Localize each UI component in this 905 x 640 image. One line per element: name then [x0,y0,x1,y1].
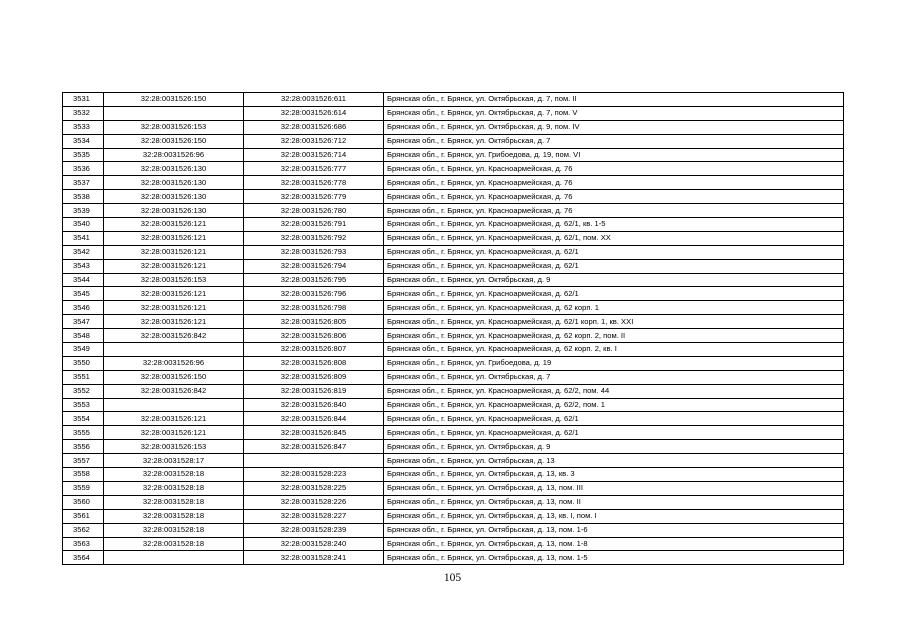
building-number-cell: 32:28:0031528:240 [244,537,384,551]
table-row [63,93,844,107]
building-number-cell: 32:28:0031526:805 [244,315,384,329]
cadastral-table [62,92,844,565]
land-parcel-number-cell: 32:28:0031526:121 [104,287,244,301]
land-parcel-number-cell: 32:28:0031526:153 [104,440,244,454]
table-row [63,106,844,120]
land-parcel-number-cell: 32:28:0031526:121 [104,301,244,315]
row-number-cell: 3564 [63,551,104,565]
table-row [63,231,844,245]
row-number-cell: 3551 [63,370,104,384]
building-number-cell: 32:28:0031526:798 [244,301,384,315]
land-parcel-number-cell: 32:28:0031526:121 [104,259,244,273]
row-number-cell: 3562 [63,523,104,537]
table-row [63,481,844,495]
row-number-cell: 3563 [63,537,104,551]
address-cell: Брянская обл., г. Брянск, ул. Красноармейская, д. 62/2, пом. 1 [384,398,844,412]
table-row [63,120,844,134]
land-parcel-number-cell [104,398,244,412]
table-row [63,343,844,357]
address-cell: Брянская обл., г. Брянск, ул. Октябрьская, д. 9, пом. IV [384,120,844,134]
address-cell: Брянская обл., г. Брянск, ул. Красноармейская, д. 76 [384,190,844,204]
address-cell: Брянская обл., г. Брянск, ул. Красноармейская, д. 62 корп. 1 [384,301,844,315]
land-parcel-number-cell: 32:28:0031528:18 [104,523,244,537]
land-parcel-number-cell: 32:28:0031528:18 [104,537,244,551]
address-cell: Брянская обл., г. Брянск, ул. Октябрьская, д. 7 [384,370,844,384]
land-parcel-number-cell [104,551,244,565]
land-parcel-number-cell: 32:28:0031526:130 [104,204,244,218]
land-parcel-number-cell: 32:28:0031528:18 [104,495,244,509]
table-row [63,287,844,301]
row-number-cell: 3559 [63,481,104,495]
building-number-cell: 32:28:0031526:712 [244,134,384,148]
building-number-cell: 32:28:0031528:226 [244,495,384,509]
row-number-cell: 3548 [63,329,104,343]
address-cell: Брянская обл., г. Брянск, ул. Красноармейская, д. 76 [384,162,844,176]
building-number-cell: 32:28:0031526:809 [244,370,384,384]
row-number-cell: 3547 [63,315,104,329]
table-body [63,93,844,565]
row-number-cell: 3555 [63,426,104,440]
address-cell: Брянская обл., г. Брянск, ул. Октябрьская, д. 13, кв. I, пом. I [384,509,844,523]
land-parcel-number-cell: 32:28:0031528:18 [104,468,244,482]
land-parcel-number-cell: 32:28:0031526:121 [104,231,244,245]
building-number-cell: 32:28:0031526:795 [244,273,384,287]
table-row [63,148,844,162]
land-parcel-number-cell: 32:28:0031526:121 [104,218,244,232]
land-parcel-number-cell: 32:28:0031526:96 [104,356,244,370]
land-parcel-number-cell: 32:28:0031526:842 [104,329,244,343]
land-parcel-number-cell: 32:28:0031526:121 [104,426,244,440]
address-cell: Брянская обл., г. Брянск, ул. Красноармейская, д. 62/1 [384,245,844,259]
building-number-cell: 32:28:0031528:227 [244,509,384,523]
building-number-cell: 32:28:0031528:239 [244,523,384,537]
table-row [63,329,844,343]
row-number-cell: 3557 [63,454,104,468]
row-number-cell: 3534 [63,134,104,148]
land-parcel-number-cell: 32:28:0031526:842 [104,384,244,398]
table-row [63,384,844,398]
address-cell: Брянская обл., г. Брянск, ул. Октябрьская, д. 13, пом. II [384,495,844,509]
building-number-cell: 32:28:0031526:780 [244,204,384,218]
address-cell: Брянская обл., г. Брянск, ул. Красноармейская, д. 76 [384,176,844,190]
building-number-cell: 32:28:0031526:777 [244,162,384,176]
building-number-cell: 32:28:0031526:791 [244,218,384,232]
row-number-cell: 3539 [63,204,104,218]
address-cell: Брянская обл., г. Брянск, ул. Красноармейская, д. 62/1 [384,412,844,426]
address-cell: Брянская обл., г. Брянск, ул. Красноармейская, д. 62/1 [384,287,844,301]
land-parcel-number-cell: 32:28:0031526:121 [104,412,244,426]
row-number-cell: 3532 [63,106,104,120]
row-number-cell: 3538 [63,190,104,204]
table-row [63,509,844,523]
land-parcel-number-cell: 32:28:0031526:130 [104,190,244,204]
address-cell: Брянская обл., г. Брянск, ул. Октябрьская, д. 13, пом. III [384,481,844,495]
address-cell: Брянская обл., г. Брянск, ул. Октябрьская, д. 7, пом. V [384,106,844,120]
table-row [63,204,844,218]
building-number-cell: 32:28:0031526:845 [244,426,384,440]
table-row [63,356,844,370]
row-number-cell: 3536 [63,162,104,176]
building-number-cell: 32:28:0031526:779 [244,190,384,204]
table-row [63,245,844,259]
land-parcel-number-cell: 32:28:0031526:150 [104,93,244,107]
land-parcel-number-cell: 32:28:0031526:153 [104,273,244,287]
address-cell: Брянская обл., г. Брянск, ул. Октябрьская, д. 13, пом. 1-6 [384,523,844,537]
table-row [63,162,844,176]
land-parcel-number-cell: 32:28:0031526:150 [104,370,244,384]
building-number-cell: 32:28:0031526:840 [244,398,384,412]
building-number-cell: 32:28:0031526:844 [244,412,384,426]
building-number-cell: 32:28:0031526:794 [244,259,384,273]
row-number-cell: 3535 [63,148,104,162]
building-number-cell [244,454,384,468]
table-row [63,523,844,537]
row-number-cell: 3544 [63,273,104,287]
building-number-cell: 32:28:0031526:806 [244,329,384,343]
land-parcel-number-cell [104,106,244,120]
building-number-cell: 32:28:0031526:796 [244,287,384,301]
address-cell: Брянская обл., г. Брянск, ул. Красноармейская, д. 62/2, пом. 44 [384,384,844,398]
table-row [63,315,844,329]
address-cell: Брянская обл., г. Брянск, ул. Красноармейская, д. 62 корп. 2, пом. II [384,329,844,343]
land-parcel-number-cell [104,343,244,357]
land-parcel-number-cell: 32:28:0031528:18 [104,481,244,495]
address-cell: Брянская обл., г. Брянск, ул. Октябрьская, д. 13, пом. 1-5 [384,551,844,565]
land-parcel-number-cell: 32:28:0031528:17 [104,454,244,468]
address-cell: Брянская обл., г. Брянск, ул. Октябрьская, д. 13, пом. 1-8 [384,537,844,551]
table-row [63,134,844,148]
land-parcel-number-cell: 32:28:0031526:153 [104,120,244,134]
row-number-cell: 3537 [63,176,104,190]
address-cell: Брянская обл., г. Брянск, ул. Октябрьская, д. 7, пом. II [384,93,844,107]
building-number-cell: 32:28:0031526:714 [244,148,384,162]
address-cell: Брянская обл., г. Брянск, ул. Красноармейская, д. 62/1, кв. 1-5 [384,218,844,232]
row-number-cell: 3533 [63,120,104,134]
building-number-cell: 32:28:0031526:819 [244,384,384,398]
land-parcel-number-cell: 32:28:0031526:121 [104,245,244,259]
building-number-cell: 32:28:0031528:223 [244,468,384,482]
address-cell: Брянская обл., г. Брянск, ул. Красноармейская, д. 62/1 [384,426,844,440]
table-row [63,468,844,482]
building-number-cell: 32:28:0031526:808 [244,356,384,370]
building-number-cell: 32:28:0031526:847 [244,440,384,454]
address-cell: Брянская обл., г. Брянск, ул. Красноармейская, д. 62/1, пом. XX [384,231,844,245]
table-row [63,551,844,565]
table-row [63,412,844,426]
address-cell: Брянская обл., г. Брянск, ул. Грибоедова, д. 19, пом. VI [384,148,844,162]
land-parcel-number-cell: 32:28:0031526:96 [104,148,244,162]
building-number-cell: 32:28:0031526:792 [244,231,384,245]
row-number-cell: 3540 [63,218,104,232]
land-parcel-number-cell: 32:28:0031526:150 [104,134,244,148]
row-number-cell: 3553 [63,398,104,412]
row-number-cell: 3561 [63,509,104,523]
address-cell: Брянская обл., г. Брянск, ул. Октябрьская, д. 9 [384,440,844,454]
row-number-cell: 3550 [63,356,104,370]
row-number-cell: 3546 [63,301,104,315]
row-number-cell: 3542 [63,245,104,259]
building-number-cell: 32:28:0031526:686 [244,120,384,134]
row-number-cell: 3556 [63,440,104,454]
building-number-cell: 32:28:0031528:225 [244,481,384,495]
row-number-cell: 3554 [63,412,104,426]
table-row [63,495,844,509]
address-cell: Брянская обл., г. Брянск, ул. Грибоедова, д. 19 [384,356,844,370]
table-row [63,426,844,440]
table-row [63,273,844,287]
row-number-cell: 3552 [63,384,104,398]
address-cell: Брянская обл., г. Брянск, ул. Октябрьская, д. 13 [384,454,844,468]
address-cell: Брянская обл., г. Брянск, ул. Красноармейская, д. 62 корп. 2, кв. I [384,343,844,357]
building-number-cell: 32:28:0031526:807 [244,343,384,357]
building-number-cell: 32:28:0031526:778 [244,176,384,190]
building-number-cell: 32:28:0031526:614 [244,106,384,120]
land-parcel-number-cell: 32:28:0031528:18 [104,509,244,523]
table-row [63,176,844,190]
address-cell: Брянская обл., г. Брянск, ул. Красноармейская, д. 62/1 корп. 1, кв. XXI [384,315,844,329]
table-row [63,398,844,412]
land-parcel-number-cell: 32:28:0031526:121 [104,315,244,329]
table-row [63,259,844,273]
table-row [63,218,844,232]
address-cell: Брянская обл., г. Брянск, ул. Октябрьская, д. 13, кв. 3 [384,468,844,482]
page-number: 105 [443,572,462,584]
building-number-cell: 32:28:0031526:793 [244,245,384,259]
row-number-cell: 3543 [63,259,104,273]
row-number-cell: 3558 [63,468,104,482]
table-row [63,440,844,454]
row-number-cell: 3560 [63,495,104,509]
row-number-cell: 3549 [63,343,104,357]
address-cell: Брянская обл., г. Брянск, ул. Октябрьская, д. 9 [384,273,844,287]
building-number-cell: 32:28:0031528:241 [244,551,384,565]
land-parcel-number-cell: 32:28:0031526:130 [104,176,244,190]
table-row [63,537,844,551]
table-row [63,370,844,384]
row-number-cell: 3531 [63,93,104,107]
address-cell: Брянская обл., г. Брянск, ул. Октябрьская, д. 7 [384,134,844,148]
table-row [63,454,844,468]
building-number-cell: 32:28:0031526:611 [244,93,384,107]
address-cell: Брянская обл., г. Брянск, ул. Красноармейская, д. 62/1 [384,259,844,273]
land-parcel-number-cell: 32:28:0031526:130 [104,162,244,176]
row-number-cell: 3545 [63,287,104,301]
table-row [63,301,844,315]
row-number-cell: 3541 [63,231,104,245]
address-cell: Брянская обл., г. Брянск, ул. Красноармейская, д. 76 [384,204,844,218]
table-row [63,190,844,204]
